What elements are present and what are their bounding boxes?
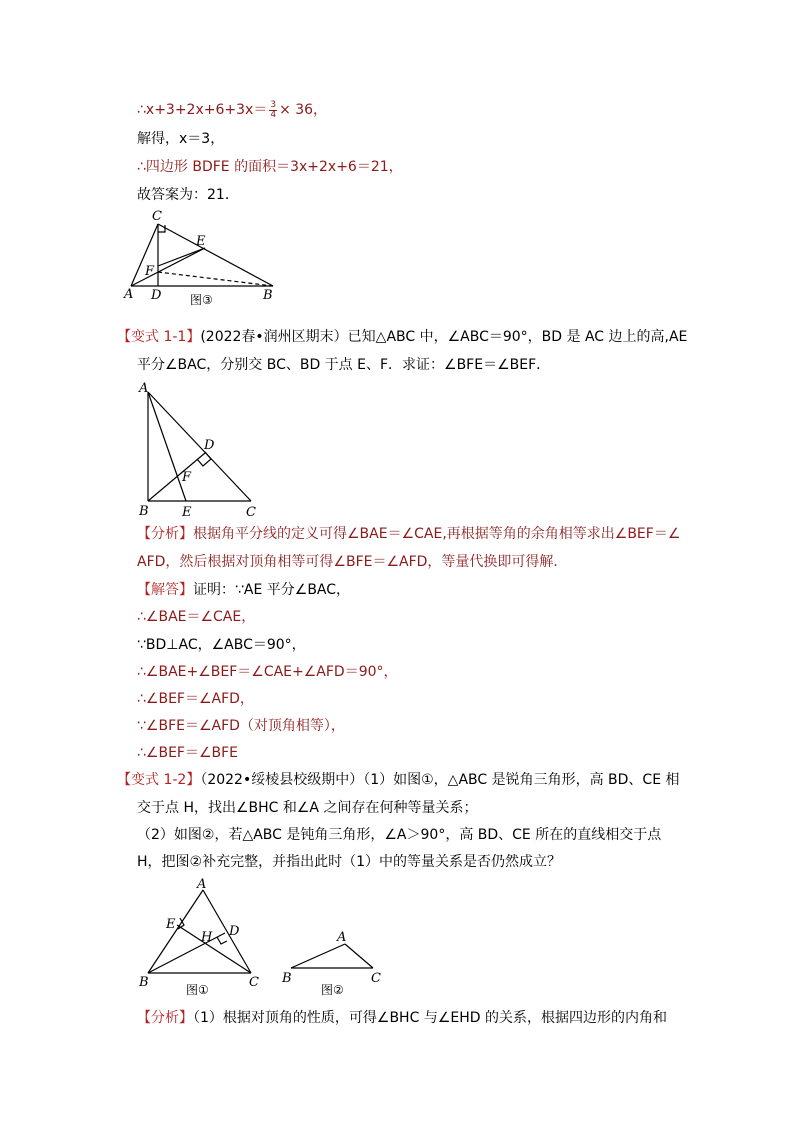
solution-step-4: ∴∠BEF＝∠AFD，	[137, 691, 254, 707]
fig1-label-A: A	[197, 877, 207, 892]
fig3-label-B: B	[263, 288, 273, 303]
analysis-1-1-line-1: 【分析】根据角平分线的定义可得∠BAE＝∠CAE,再根据等角的余角相等求出∠BEF＝∠	[137, 526, 681, 542]
fig3-label-F: F	[145, 264, 155, 279]
fig1-label-H: H	[201, 930, 213, 945]
analysis-1-1-line-2: AFD，然后根据对顶角相等可得∠BFE＝∠AFD，等量代换即可得解．	[137, 554, 568, 570]
fig3-label-A: A	[124, 287, 134, 302]
fig2-label-B: B	[282, 971, 292, 986]
variant-1-1-tag: 【变式 1-1】	[117, 329, 201, 345]
fig3-label-D: D	[151, 288, 162, 303]
solution-step-2: ∵BD⊥AC，∠ABC＝90°，	[137, 637, 306, 653]
fig11-label-F: F	[182, 470, 192, 485]
fig1-label-E: E	[166, 917, 176, 932]
fig3-label-C: C	[152, 209, 162, 224]
fig11-label-C: C	[246, 505, 256, 520]
solution-tag: 【解答】	[137, 582, 193, 598]
fig2-label-C: C	[371, 971, 381, 986]
solution-step-5: ∵∠BFE＝∠AFD（对顶角相等），	[137, 718, 345, 734]
fig11-label-E: E	[182, 505, 192, 520]
fig11-label-A: A	[139, 381, 149, 396]
analysis-1-2-tag: 【分析】	[137, 1010, 193, 1026]
solution-step-3: ∴∠BAE+∠BEF＝∠CAE+∠AFD＝90°，	[137, 664, 398, 680]
variant-1-1-line-1: 【变式 1-1】(2022春•润州区期末）已知△ABC 中，∠ABC＝90°，BD 是 AC 边上的高,AE	[117, 329, 688, 345]
variant-1-2-line-2: 交于点 H，找出∠BHC 和∠A 之间存在何种等量关系；	[137, 800, 478, 816]
solution-line-3: ∴四边形 BDFE 的面积＝3x+2x+6＝21，	[137, 159, 403, 175]
fig11-label-D: D	[204, 438, 215, 453]
fig11-label-B: B	[139, 504, 149, 519]
analysis-1-2-line-1: 【分析】（1）根据对顶角的性质，可得∠BHC 与∠EHD 的关系，根据四边形的内角和	[137, 1010, 667, 1026]
variant-1-1-line-2: 平分∠BAC，分别交 BC、BD 于点 E、F．求证：∠BFE＝∠BEF．	[137, 357, 551, 373]
solution-line-2: 解得，x＝3，	[137, 131, 225, 147]
fig3-caption: 图③	[190, 293, 213, 307]
variant-1-2-line-4: H，把图②补充完整，并指出此时（1）中的等量关系是否仍然成立？	[137, 854, 561, 870]
solution-step-1: ∴∠BAE＝∠CAE，	[137, 609, 256, 625]
solution-step-6: ∴∠BEF＝∠BFE	[137, 745, 239, 761]
fraction: $\frac{3}{4}$	[270, 99, 277, 120]
fig1-caption: 图①	[186, 983, 209, 997]
fig3-label-E: E	[196, 234, 206, 249]
solution-line-4: 故答案为：21．	[137, 187, 239, 203]
solution-1-1-line-1: 【解答】证明：∵AE 平分∠BAC，	[137, 582, 351, 598]
analysis-tag: 【分析】	[137, 526, 193, 542]
fig2-label-A: A	[337, 930, 347, 945]
equation-right: × 36，	[279, 102, 328, 118]
fig2-caption: 图②	[321, 983, 344, 997]
fig1-label-C: C	[249, 975, 259, 990]
equation-left: ∴x+3+2x+6+3x＝	[137, 102, 268, 118]
fig1-label-D: D	[229, 924, 240, 939]
figure-1-1-lines	[148, 392, 251, 501]
variant-1-2-line-1: 【变式 1-2】（2022•绥棱县校级期中）（1）如图①，△ABC 是锐角三角形，高 BD、CE 相	[117, 772, 680, 788]
figure-2-lines	[291, 944, 373, 968]
fig1-label-B: B	[139, 975, 149, 990]
variant-1-2-line-3: （2）如图②，若△ABC 是钝角三角形，∠A＞90°，高 BD、CE 所在的直线相交于点	[137, 827, 662, 843]
variant-1-2-tag: 【变式 1-2】	[117, 772, 201, 788]
